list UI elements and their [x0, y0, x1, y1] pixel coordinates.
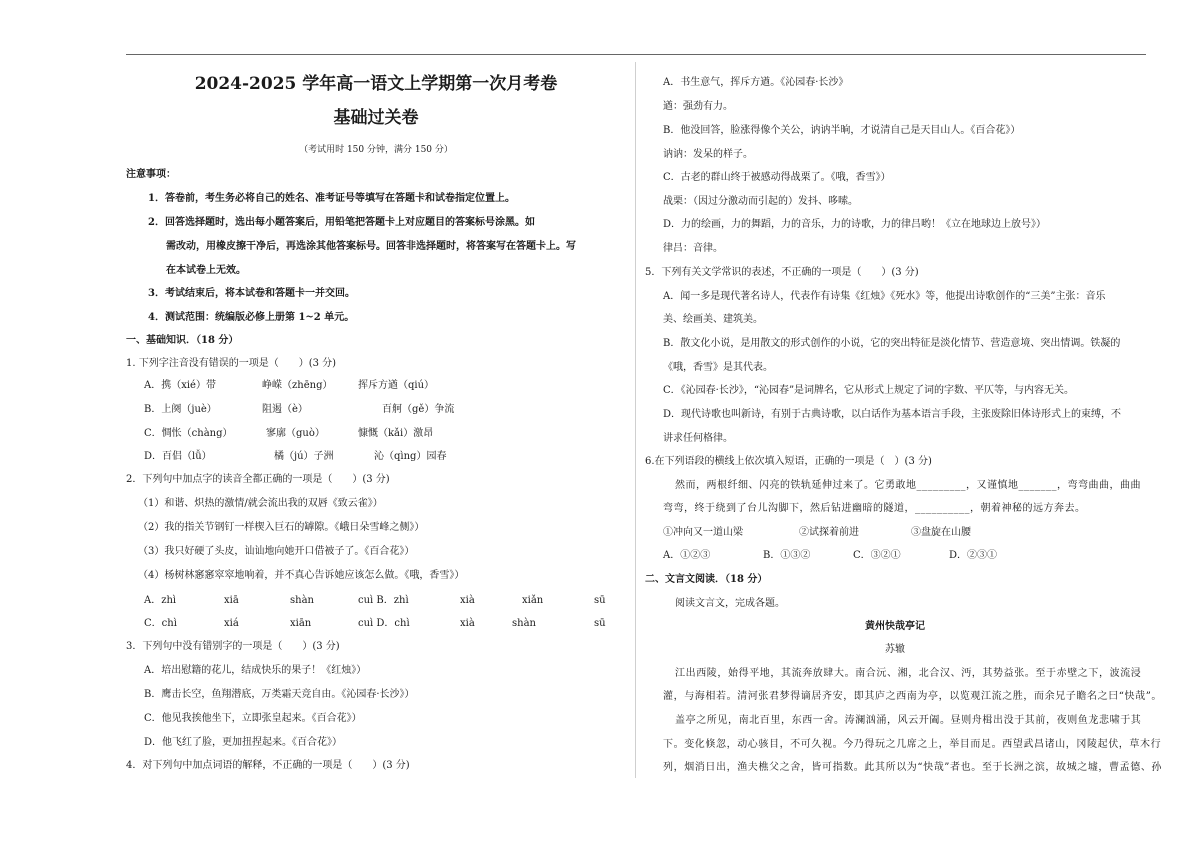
q2-r2-c2: xiá	[224, 618, 239, 629]
q6-choice-3: ③盘旋在山腰	[911, 527, 971, 538]
q1-b-1: B．上阕（juè）	[144, 404, 217, 415]
q5-line: 讲求任何格律。	[663, 433, 733, 444]
q3-option: A．培出慰籍的花儿，结成快乐的果子！《红烛》）	[144, 665, 367, 676]
q4-line: D．力的绘画，力的舞蹈，力的音乐，力的诗歌，力的律吕哟！《立在地球边上放号》）	[663, 219, 1047, 230]
q4-line: 讷讷：发呆的样子。	[663, 149, 753, 160]
q1-c-3: 慷慨（kǎi）激昂	[358, 428, 434, 439]
passage-author: 苏辙	[885, 644, 905, 655]
notice-item: 需改动，用橡皮擦干净后，再选涂其他答案标号。回答非选择题时，将答案写在答题卡上。写	[166, 241, 576, 252]
q6-answer-d: D．②③①	[949, 550, 998, 561]
q3-stem: 3．下列句中没有错别字的一项是（ ）(3 分)	[126, 641, 340, 652]
q1-d-3: 沁（qìng）园春	[374, 451, 447, 462]
notice-item: 在本试卷上无效。	[166, 265, 246, 276]
passage-line: 江出西陵，始得平地，其流奔放肆大。南合沅、湘，北合汉、沔，其势益张。至于赤壁之下，波流浸	[675, 668, 1142, 679]
section2-heading: 二、文言文阅读．（18 分）	[645, 574, 768, 585]
q3-option: D．他飞红了脸，更加扭捏起来。《百合花》）	[144, 737, 343, 748]
q6-choice-2: ②试探着前进	[799, 527, 859, 538]
q1-c-2: 寥廓（guò）	[266, 428, 325, 439]
q4-line: B．他没回答，脸涨得像个关公，讷讷半晌，才说清自己是天目山人。《百合花》）	[663, 125, 1021, 136]
q2-line: （4）杨树林窸窸窣窣地响着，并不真心告诉她应该怎么做。《哦，香雪》）	[138, 570, 465, 581]
passage-line: 盖亭之所见，南北百里，东西一舍。涛澜汹涌，风云开阖。昼则舟楫出没于其前，夜则鱼龙悲啸于其	[675, 715, 1142, 726]
q6-answer-b: B．①③②	[763, 550, 811, 561]
section2-instruction: 阅读文言文，完成各题。	[675, 598, 785, 609]
q1-c-1: C．惆怅（chàng）	[144, 428, 233, 439]
q1-stem: 1. 下列字注音没有错误的一项是（ ）(3 分)	[126, 358, 337, 369]
q4-line: 战栗：（因过分激动而引起的）发抖、哆嗦。	[663, 196, 858, 207]
q5-stem: 5．下列有关文学常识的表述，不正确的一项是（ ）(3 分)	[645, 267, 919, 278]
q2-r1-c1: A．zhì	[144, 595, 177, 606]
q3-option: B．鹰击长空，鱼翔潜底，万类霜天竞自由。《沁园春·长沙》）	[144, 689, 415, 700]
q2-r2-c4: cuì D．chì	[358, 618, 410, 629]
q2-r2-c5: xià	[460, 618, 475, 629]
q2-r1-c2: xiā	[224, 595, 239, 606]
notice-item: 4．测试范围：统编版必修上册第 1~2 单元。	[148, 312, 355, 323]
q6-paragraph: 然而，两根纤细、闪亮的铁轨延伸过来了。它勇敢地_________，又谨慎地_______，弯弯曲曲，曲曲	[675, 480, 1141, 491]
q5-line: D．现代诗歌也叫新诗，有别于古典诗歌，以白话作为基本语言手段，主张废除旧体诗形式上的束缚，不	[663, 409, 1122, 420]
q2-r2-c1: C．chì	[144, 618, 177, 629]
q5-line: C．《沁园春·长沙》，“沁园春”是词牌名，它从形式上规定了词的字数、平仄等，与内容无关。	[663, 385, 1075, 396]
q1-b-2: 阻遏（è）	[262, 404, 308, 415]
q6-stem: 6.在下列语段的横线上依次填入短语，正确的一项是（ ）(3 分)	[645, 456, 932, 467]
q2-r2-c3: xiān	[290, 618, 312, 629]
notice-item: 2．回答选择题时，选出每小题答案后，用铅笔把答题卡上对应题目的答案标号涂黑。如	[148, 217, 535, 228]
exam-info: （考试用时 150 分钟，满分 150 分）	[299, 145, 453, 155]
passage-line: 灌，与海相若。清河张君梦得谪居齐安，即其庐之西南为亭，以览观江流之胜，而余兄子瞻名之曰“快哉”。	[663, 691, 1163, 702]
q6-paragraph: 弯弯，终于绕到了台儿沟脚下，然后钻进幽暗的隧道，__________，朝着神秘的远方奔去。	[663, 503, 1086, 514]
notice-item: 3．考试结束后，将本试卷和答题卡一并交回。	[148, 288, 355, 299]
exam-title: 2024-2025 学年高一语文上学期第一次月考卷	[194, 74, 558, 94]
q4-line: 律吕：音律。	[663, 243, 723, 254]
q3-option: C．他见我挨他坐下，立即张皇起来。《百合花》）	[144, 713, 362, 724]
passage-line: 列，烟消日出，渔夫樵父之舍，皆可指数。此其所以为“快哉”者也。至于长洲之滨，故城之墟，曹孟德、孙	[663, 762, 1163, 773]
q6-answer-a: A．①②③	[663, 550, 711, 561]
q4-stem: 4．对下列句中加点词语的解释，不正确的一项是（ ）(3 分)	[126, 760, 410, 771]
q1-a-3: 挥斥方遒（qiú）	[358, 380, 435, 391]
q6-choice-1: ①冲向又一道山梁	[663, 527, 743, 538]
q1-d-1: D．百侣（lǚ）	[144, 451, 212, 462]
q2-r2-c7: sū	[594, 618, 606, 629]
q5-line: B．散文化小说，是用散文的形式创作的小说，它的突出特征是淡化情节、营造意境、突出情调。铁凝的	[663, 338, 1121, 349]
q1-a-1: A．携（xié）带	[144, 380, 216, 391]
q1-a-2: 峥嵘（zhēng）	[262, 380, 333, 391]
q2-r2-c6: shàn	[512, 618, 536, 629]
notice-item: 1．答卷前，考生务必将自己的姓名、准考证号等填写在答题卡和试卷指定位置上。	[148, 193, 515, 204]
exam-subtitle: 基础过关卷	[333, 108, 419, 128]
q2-r1-c4: cuì B．zhì	[358, 595, 409, 606]
q4-line: C．古老的群山终于被感动得战栗了。《哦，香雪》）	[663, 172, 891, 183]
header-rule	[126, 54, 1146, 55]
q2-r1-c3: shàn	[290, 595, 314, 606]
q2-line: （1）和谐、炽热的激情/就会流出我的双唇《致云雀》）	[138, 498, 383, 509]
passage-line: 下。变化倏忽，动心骇目，不可久视。今乃得玩之几席之上，举目而足。西望武昌诸山，冈陵起伏，草木行	[663, 739, 1162, 750]
q1-d-2: 橘（jú）子洲	[274, 451, 334, 462]
q2-line: （3）我只好硬了头皮，讪讪地向她开口借被子了。《百合花》）	[138, 546, 415, 557]
passage-title: 黄州快哉亭记	[865, 621, 925, 632]
q5-line: 美、绘画美、建筑美。	[663, 314, 763, 325]
column-divider	[635, 62, 636, 778]
section1-heading: 一、基础知识．（18 分）	[126, 335, 239, 346]
q2-line: （2）我的指关节钢钉一样楔入巨石的罅隙。《峨日朵雪峰之侧》）	[138, 522, 425, 533]
q2-r1-c7: sū	[594, 595, 606, 606]
q5-line: 《哦，香雪》是其代表。	[663, 362, 773, 373]
q1-b-3: 百舸（gě）争流	[382, 404, 455, 415]
q6-answer-c: C．③②①	[853, 550, 901, 561]
q5-line: A．闻一多是现代著名诗人，代表作有诗集《红烛》《死水》等，他提出诗歌创作的“三美”主张：音乐	[663, 291, 1106, 302]
q2-r1-c5: xià	[460, 595, 475, 606]
q4-line: 遒：强劲有力。	[663, 101, 733, 112]
q4-line: A．书生意气，挥斥方遒。《沁园春·长沙》	[663, 77, 849, 88]
notice-heading: 注意事项：	[126, 169, 176, 180]
q2-stem: 2．下列句中加点字的读音全都正确的一项是（ ）(3 分)	[126, 474, 390, 485]
q2-r1-c6: xiǎn	[522, 595, 544, 606]
